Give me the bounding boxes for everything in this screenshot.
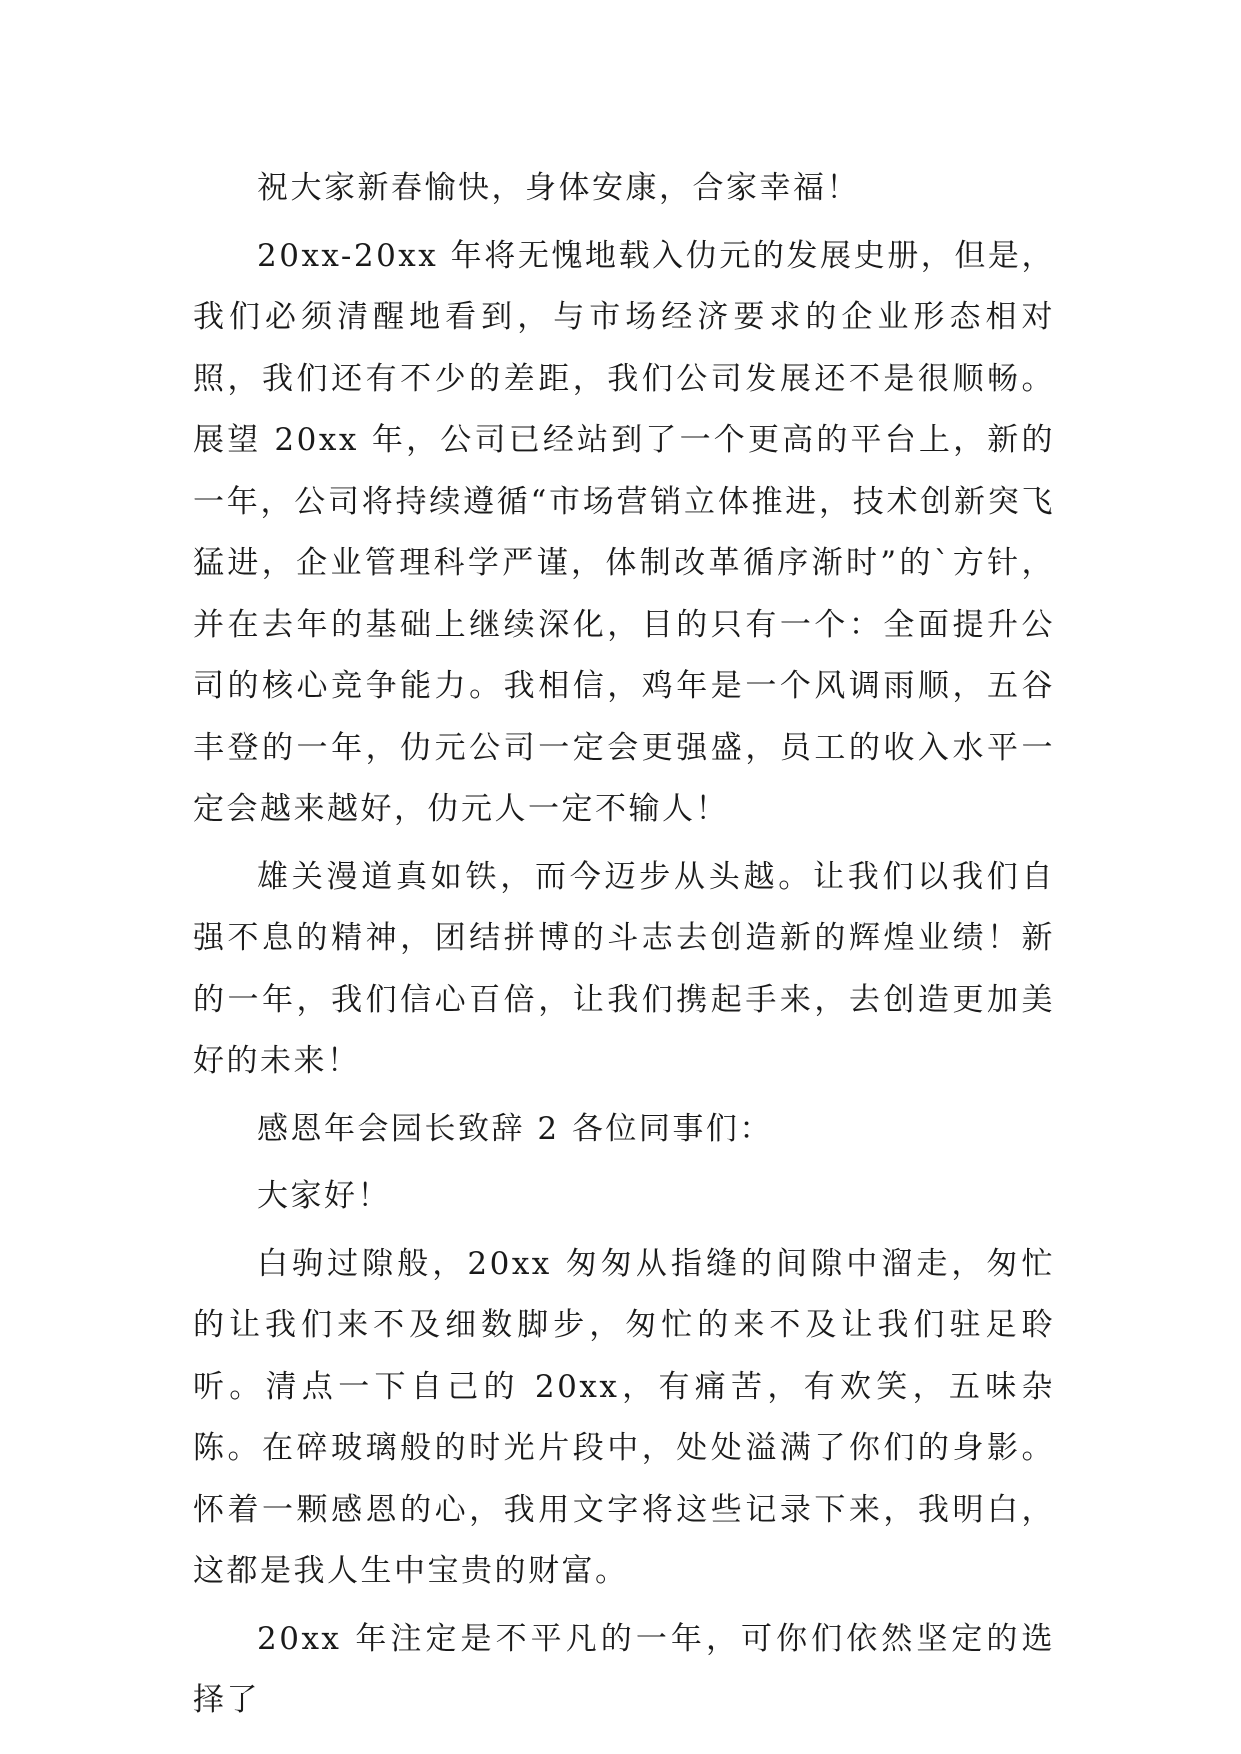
- paragraph-outlook: 20xx-20xx 年将无愧地载入仂元的发展史册，但是，我们必须清醒地看到，与市场经济要求的企业形态相对照，我们还有不少的差距，我们公司发展还不是很顺畅。展望 20xx 年，公司已经站到了一个更高的平台上，新的一年，公司将持续遵循“市场营销立体推进，技术创新突飞猛进，企业管理科学严谨，体制改革循序渐时”的`方针，并在去年的基础上继续深化，目的只有一个：全面提升公司的核心竞争能力。我相信，鸡年是一个风调雨顺，五谷丰登的一年，仂元公司一定会更强盛，员工的收入水平一定会越来越好，仂元人一定不输人！: [193, 237, 1055, 827]
- paragraph-continuation: 20xx 年注定是不平凡的一年，可你们依然坚定的选择了: [193, 1620, 1055, 1718]
- paragraph-greeting: 祝大家新春愉快，身体安康，合家幸福！: [257, 170, 860, 206]
- paragraph-reflection: 白驹过隙般，20xx 匆匆从指缝的间隙中溜走，匆忙的让我们来不及细数脚步，匆忙的来不及让我们驻足聆听。清点一下自己的 20xx，有痛苦，有欢笑，五味杂陈。在碎玻璃般的时光片段中，处处溢满了你们的身影。怀着一颗感恩的心，我用文字将这些记录下来，我明白，这都是我人生中宝贵的财富。: [193, 1245, 1055, 1589]
- document-body: [193, 158, 1055, 1738]
- section-heading: 感恩年会园长致辞 2 各位同事们：: [257, 1110, 773, 1147]
- paragraph-closing: 雄关漫道真如铁，而今迈步从头越。让我们以我们自强不息的精神，团结拼博的斗志去创造新的辉煌业绩！新的一年，我们信心百倍，让我们携起手来，去创造更加美好的未来！: [193, 858, 1055, 1079]
- salutation: 大家好！: [257, 1178, 391, 1214]
